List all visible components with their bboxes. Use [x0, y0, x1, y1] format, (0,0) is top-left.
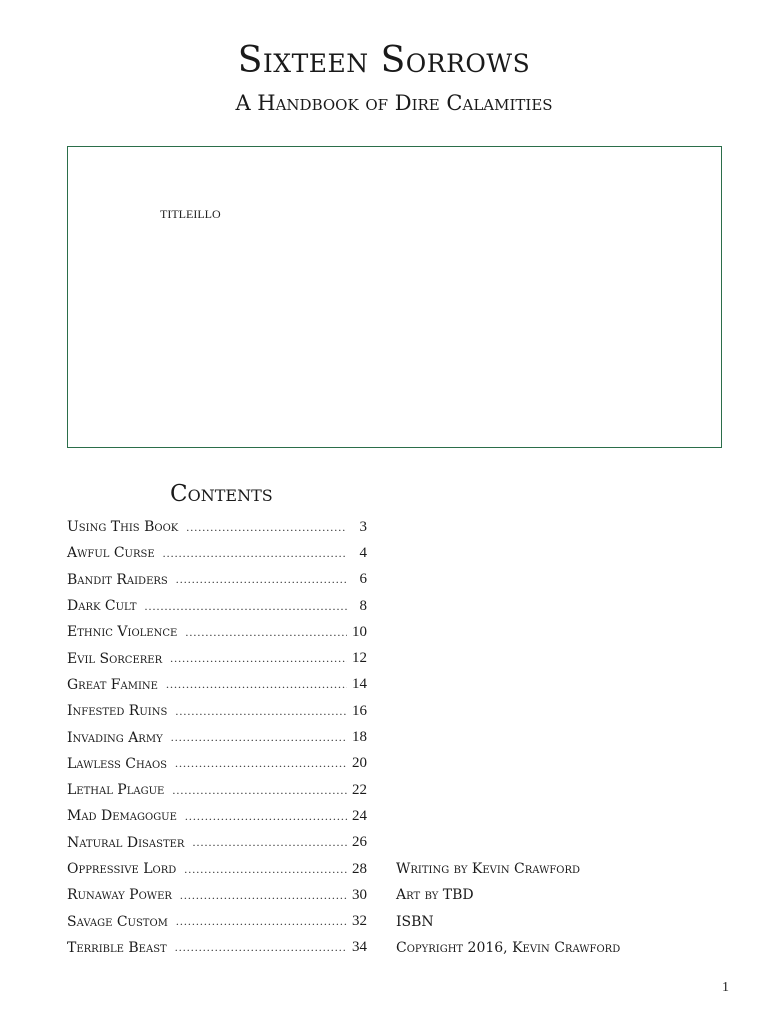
toc-entry-title: Evil Sorcerer	[67, 650, 163, 667]
toc-entry-page: 20	[352, 755, 367, 772]
credit-writing: Writing by Kevin Crawford	[396, 861, 581, 878]
toc-entry	[67, 935, 367, 961]
toc-entry-title: Natural Disaster	[67, 834, 185, 851]
toc-leader	[180, 888, 347, 903]
toc-leader	[176, 572, 347, 587]
toc-entry-title: Awful Curse	[67, 545, 155, 562]
toc-entry	[67, 777, 367, 803]
toc-entry-title: Using This Book	[67, 519, 179, 536]
toc-entry-title: Lawless Chaos	[67, 755, 168, 772]
toc-entry-title: Lethal Plague	[67, 782, 165, 799]
toc-leader	[175, 756, 347, 771]
toc-leader	[171, 730, 347, 745]
toc-entry-page: 32	[352, 913, 367, 930]
credit-copyright: Copyright 2016, Kevin Crawford	[396, 940, 621, 957]
toc-entry-page: 8	[359, 597, 367, 614]
toc-entry-title: Mad Demagogue	[67, 808, 177, 825]
toc-entry-page: 18	[352, 729, 367, 746]
toc-entry-title: Savage Custom	[67, 913, 168, 930]
credit-art: Art by TBD	[396, 887, 474, 904]
credit-isbn: ISBN	[396, 913, 434, 930]
toc-entry-page: 22	[352, 781, 367, 798]
toc-leader	[175, 940, 347, 955]
toc-entry	[67, 593, 367, 619]
book-subtitle: A Handbook of Dire Calamities	[235, 91, 553, 115]
toc-entry-title: Bandit Raiders	[67, 571, 168, 588]
toc-entry-page: 28	[352, 860, 367, 877]
toc-entry-page: 10	[352, 623, 367, 640]
toc-entry-page: 34	[352, 939, 367, 956]
page-number: 1	[722, 980, 729, 995]
toc-entry	[67, 645, 367, 671]
illustration-label: TITLEILLO	[160, 207, 221, 221]
toc-leader	[170, 651, 347, 666]
toc-leader	[184, 862, 347, 877]
toc-leader	[186, 520, 347, 535]
toc-entry-page: 6	[359, 571, 367, 588]
toc-entry-title: Great Famine	[67, 676, 158, 693]
toc-leader	[163, 546, 347, 561]
table-of-contents	[67, 514, 367, 961]
toc-entry-page: 26	[352, 834, 367, 851]
toc-entry-title: Invading Army	[67, 729, 163, 746]
toc-entry-page: 12	[352, 650, 367, 667]
toc-entry-title: Dark Cult	[67, 598, 137, 615]
toc-entry	[67, 830, 367, 856]
toc-entry	[67, 514, 367, 540]
toc-entry	[67, 803, 367, 829]
toc-entry-title: Runaway Power	[67, 887, 172, 904]
toc-leader	[166, 677, 347, 692]
toc-entry-title: Terrible Beast	[67, 939, 167, 956]
toc-entry-title: Ethnic Violence	[67, 624, 178, 641]
toc-leader	[176, 914, 347, 929]
toc-entry-page: 4	[359, 544, 367, 561]
toc-entry-title: Infested Ruins	[67, 703, 168, 720]
toc-entry-title: Oppressive Lord	[67, 861, 177, 877]
toc-entry	[67, 882, 367, 908]
contents-heading: Contents	[170, 481, 273, 507]
toc-entry	[67, 567, 367, 593]
toc-entry	[67, 751, 367, 777]
toc-entry-page: 30	[352, 886, 367, 903]
toc-entry	[67, 724, 367, 750]
toc-entry	[67, 540, 367, 566]
toc-entry-page: 14	[352, 676, 367, 693]
toc-leader	[185, 809, 347, 824]
toc-entry-page: 16	[352, 702, 367, 719]
toc-leader	[175, 704, 347, 719]
toc-entry	[67, 856, 367, 882]
toc-entry-page: 24	[352, 807, 367, 824]
toc-leader	[185, 625, 347, 640]
toc-entry	[67, 698, 367, 724]
title-illustration-placeholder	[67, 146, 722, 448]
toc-leader	[192, 835, 347, 850]
toc-entry	[67, 908, 367, 934]
book-title: Sixteen Sorrows	[237, 40, 531, 81]
toc-entry	[67, 619, 367, 645]
toc-entry	[67, 672, 367, 698]
toc-entry-page: 3	[359, 518, 367, 535]
credits	[396, 856, 620, 961]
toc-leader	[172, 783, 347, 798]
toc-leader	[145, 599, 347, 614]
